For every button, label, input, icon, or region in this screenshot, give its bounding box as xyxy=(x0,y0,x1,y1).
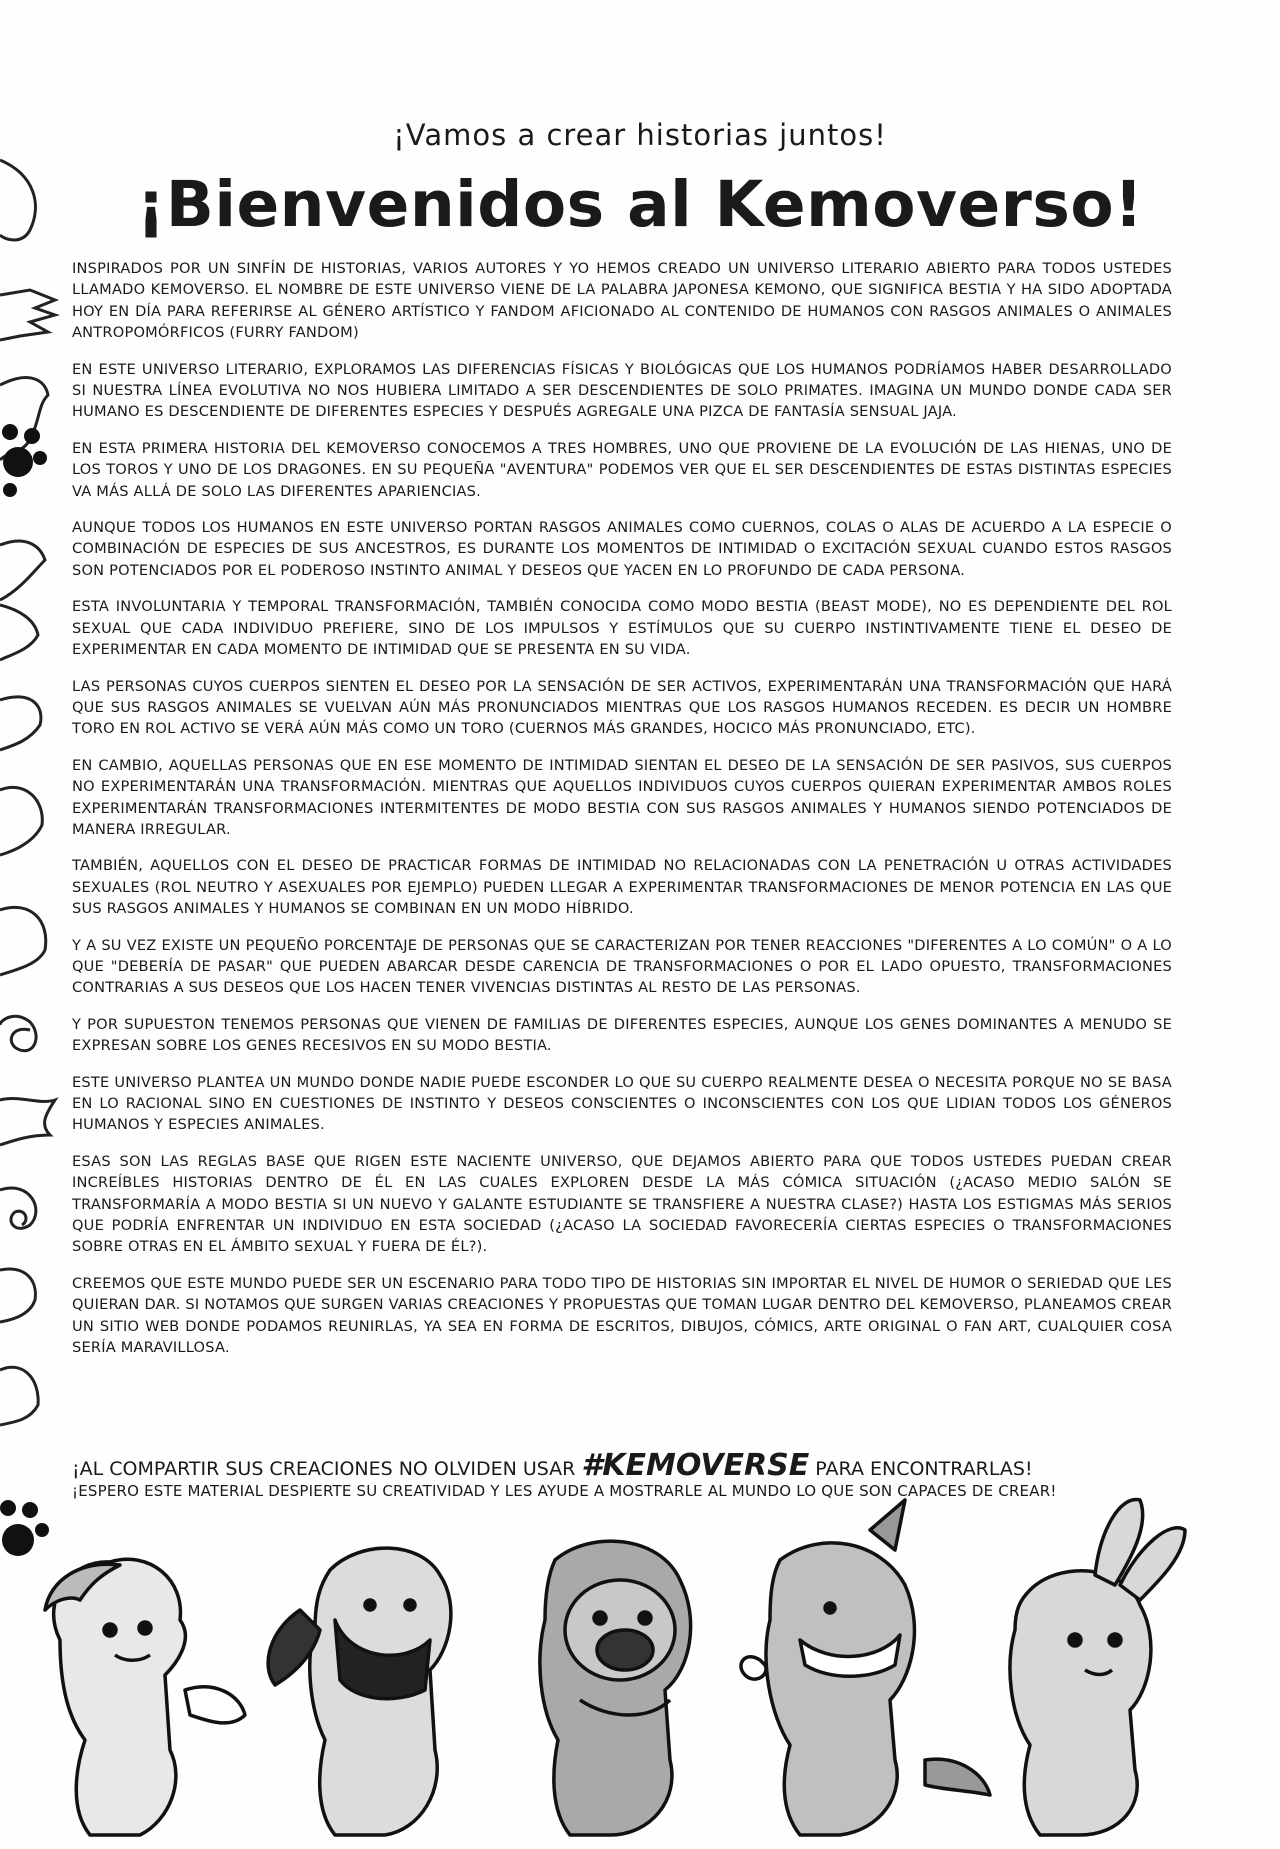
share-callout xyxy=(72,1448,1182,1483)
paragraph: AUNQUE TODOS LOS HUMANOS EN ESTE UNIVERSO PORTAN RASGOS ANIMALES COMO CUERNOS, COLAS O ALAS DE ACUERDO A LA ESPECIE O COMBINACIÓN DE ESPECIES DE SUS ANCESTROS, ES DURANTE LOS MOMENTOS DE INTIMIDAD O EXCITACIÓN SEXUAL CUANDO ESTOS RASGOS SON POTENCIADOS POR EL PODEROSO INSTINTO ANIMAL Y DESEOS QUE YACEN EN LO PROFUNDO DE CADA PERSONA. xyxy=(72,519,1172,579)
paragraph: TAMBIÉN, AQUELLOS CON EL DESEO DE PRACTICAR FORMAS DE INTIMIDAD NO RELACIONADAS CON LA PENETRACIÓN U OTRAS ACTIVIDADES SEXUALES (ROL NEUTRO Y ASEXUALES POR EJEMPLO) PUEDEN LLEGAR A EXPERIMENTAR TRANSFORMACIONES DE MENOR POTENCIA EN LAS QUE SUS RASGOS ANIMALES Y HUMANOS SE COMBINAN EN UN MODO HÍBRIDO. xyxy=(72,857,1172,918)
closing-line: ¡ESPERO ESTE MATERIAL DESPIERTE SU CREATIVIDAD Y LES AYUDE A MOSTRARLE AL MUNDO LO QUE SON CAPACES DE CREAR! xyxy=(72,1482,1057,1500)
character-illustrations xyxy=(0,1490,1280,1849)
page-subtitle: ¡Vamos a crear historias juntos! xyxy=(393,118,887,152)
fin-doodle xyxy=(0,697,41,750)
paragraph: INSPIRADOS POR UN SINFÍN DE HISTORIAS, VARIOS AUTORES Y YO HEMOS CREADO UN UNIVERSO LITERARIO ABIERTO PARA TODOS USTEDES LLAMADO KEMOVERSO. EL NOMBRE DE ESTE UNIVERSO VIENE DE LA PALABRA JAPONESA KEMONO, QUE SIGNIFICA BESTIA Y HA SIDO ADOPTADA HOY EN DÍA PARA REFERIRSE AL GÉNERO ARTÍSTICO Y FANDOM AFICIONADO AL CONTENIDO DE HUMANOS CON RASGOS ANIMALES O ANIMALES ANTROPOMÓRFICOS (FURRY FANDOM) xyxy=(72,260,1172,342)
bull-character xyxy=(268,1548,451,1835)
ear-doodle xyxy=(0,1367,38,1425)
article-body xyxy=(72,258,1172,1373)
share-text-before: ¡AL COMPARTIR SUS CREACIONES NO OLVIDEN USAR xyxy=(72,1458,582,1480)
wing-doodle xyxy=(0,378,48,460)
horn-doodle xyxy=(0,541,45,600)
bat-wing-doodle xyxy=(0,1099,55,1145)
share-text-after: PARA ENCONTRARLAS! xyxy=(809,1458,1033,1480)
page-title: ¡Bienvenidos al Kemoverso! xyxy=(136,168,1144,241)
spiral-doodle xyxy=(0,1016,36,1050)
paw-doodle xyxy=(2,424,47,497)
rabbit-character xyxy=(1010,1500,1185,1835)
paragraph: LAS PERSONAS CUYOS CUERPOS SIENTEN EL DESEO POR LA SENSACIÓN DE SER ACTIVOS, EXPERIMENTARÁN UNA TRANSFORMACIÓN QUE HARÁ QUE SUS RASGOS ANIMALES SE VUELVAN AÚN MÁS PRONUNCIADOS MIENTRAS QUE LOS RASGOS HUMANOS RECEDEN. ES DECIR UN HOMBRE TORO EN ROL ACTIVO SE VERÁ AÚN MÁS COMO UN TORO (CUERNOS MÁS GRANDES, HOCICO MÁS PRONUNCIADO, ETC). xyxy=(72,677,1172,738)
spiral-tail-doodle xyxy=(0,1188,36,1228)
paragraph: ESTE UNIVERSO PLANTEA UN MUNDO DONDE NADIE PUEDE ESCONDER LO QUE SU CUERPO REALMENTE DESEA O NECESITA PORQUE NO SE BASA EN LO RACIONAL SINO EN CUESTIONES DE INSTINTO Y DESEOS CONSCIENTES O INCONSCIENTES CON LOS QUE LIDIAN TODOS LOS GÉNEROS HUMANOS Y ESPECIES ANIMALES. xyxy=(72,1073,1172,1134)
hand-doodle xyxy=(0,290,55,340)
curl-doodle xyxy=(0,605,38,660)
leaf-doodle xyxy=(0,787,42,855)
margin-doodles xyxy=(0,150,60,1600)
lion-character xyxy=(540,1541,691,1835)
hyena-character xyxy=(45,1559,245,1835)
paragraph: EN CAMBIO, AQUELLAS PERSONAS QUE EN ESE MOMENTO DE INTIMIDAD SIENTAN EL DESEO DE LA SENSACIÓN DE SER PASIVOS, SUS CUERPOS NO EXPERIMENTARÁN UNA TRANSFORMACIÓN. MIENTRAS QUE AQUELLOS INDIVIDUOS CUYOS CUERPOS QUIERAN EXPERIMENTAR AMBOS ROLES EXPERIMENTARÁN TRANSFORMACIONES INTERMITENTES DE MODO BESTIA CON SUS RASGOS ANIMALES Y HUMANOS SIENDO POTENCIADOS DE MANERA IRREGULAR. xyxy=(72,756,1172,838)
paragraph: Y A SU VEZ EXISTE UN PEQUEÑO PORCENTAJE DE PERSONAS QUE SE CARACTERIZAN POR TENER REACCIONES "DIFERENTES A LO COMÚN" O A LO QUE "DEBERÍA DE PASAR" QUE PUEDEN ABARCAR DESDE CARENCIA DE TRANSFORMACIONES O POR EL LADO OPUESTO, TRANSFORMACIONES CONTRARIAS A SUS DESEOS QUE LOS HACEN TENER VIVENCIAS DISTINTAS AL RESTO DE LAS PERSONAS. xyxy=(72,936,1172,997)
paragraph: Y POR SUPUESTON TENEMOS PERSONAS QUE VIENEN DE FAMILIAS DE DIFERENTES ESPECIES, AUNQUE LOS GENES DOMINANTES A MENUDO SE EXPRESAN SOBRE LOS GENES RECESIVOS EN SU MODO BESTIA. xyxy=(72,1015,1172,1055)
feather-doodle xyxy=(0,907,46,975)
paragraph: ESTA INVOLUNTARIA Y TEMPORAL TRANSFORMACIÓN, TAMBIÉN CONOCIDA COMO MODO BESTIA (BEAST MODE), NO ES DEPENDIENTE DEL ROL SEXUAL QUE CADA INDIVIDUO PREFIERE, SINO DE LOS IMPULSOS Y ESTÍMULOS QUE SU CUERPO INSTINTIVAMENTE TIENE EL DESEO DE EXPERIMENTAR EN CADA MOMENTO DE INTIMIDAD QUE SE PRESENTA EN SU VIDA. xyxy=(72,598,1172,659)
paragraph: EN ESTE UNIVERSO LITERARIO, EXPLORAMOS LAS DIFERENCIAS FÍSICAS Y BIOLÓGICAS QUE LOS HUMANOS PODRÍAMOS HABER DESARROLLADO SI NUESTRA LÍNEA EVOLUTIVA NO NOS HUBIERA LIMITADO A SER DESCENDIENTES DE SOLO PRIMATES. IMAGINA UN MUNDO DONDE CADA SER HUMANO ES DESCENDIENTE DE DIFERENTES ESPECIES Y DESPUÉS AGREGALE UNA PIZCA DE FANTASÍA SENSUAL JAJA. xyxy=(72,360,1172,421)
paragraph: EN ESTA PRIMERA HISTORIA DEL KEMOVERSO CONOCEMOS A TRES HOMBRES, UNO QUE PROVIENE DE LA EVOLUCIÓN DE LAS HIENAS, UNO DE LOS TOROS Y UNO DE LOS DRAGONES. EN SU PEQUEÑA "AVENTURA" PODEMOS VER QUE EL SER DESCENDIENTES DE ESTAS DISTINTAS ESPECIES VA MÁS ALLÁ DE SOLO LAS DIFERENTES APARIENCIAS. xyxy=(72,439,1172,500)
paragraph: ESAS SON LAS REGLAS BASE QUE RIGEN ESTE NACIENTE UNIVERSO, QUE DEJAMOS ABIERTO PARA QUE TODOS USTEDES PUEDAN CREAR INCREÍBLES HISTORIAS DENTRO DE ÉL EN LAS CUALES EXPLOREN DESDE LA MÁS CÓMICA SITUACIÓN (¿ACASO MEDIO SALÓN SE TRANSFORMARÍA A MODO BESTIA SI UN NUEVO Y GALANTE ESTUDIANTE SE TRANSFIERE A NUESTRA CLASE?) HASTA LOS ESTIGMAS MÁS SERIOS QUE PODRÍA ENFRENTAR UN INDIVIDUO EN ESTA SOCIEDAD (¿ACASO LA SOCIEDAD FAVORECERÍA CIERTAS ESPECIES O TRANSFORMACIONES SOBRE OTRAS EN EL ÁMBITO SEXUAL Y FUERA DE ÉL?). xyxy=(72,1152,1172,1256)
shark-character xyxy=(741,1500,990,1835)
hashtag: #KEMOVERSE xyxy=(581,1448,810,1483)
paragraph: CREEMOS QUE ESTE MUNDO PUEDE SER UN ESCENARIO PARA TODO TIPO DE HISTORIAS SIN IMPORTAR EL NIVEL DE HUMOR O SERIEDAD QUE LES QUIERAN DAR. SI NOTAMOS QUE SURGEN VARIAS CREACIONES Y PROPUESTAS QUE TOMAN LUGAR DENTRO DEL KEMOVERSO, PLANEAMOS CREAR UN SITIO WEB DONDE PODAMOS REUNIRLAS, YA SEA EN FORMA DE ESCRITOS, DIBUJOS, CÓMICS, ARTE ORIGINAL O FAN ART, CUALQUIER COSA SERÍA MARAVILLOSA. xyxy=(72,1274,1172,1357)
scale-doodle xyxy=(0,1269,35,1322)
